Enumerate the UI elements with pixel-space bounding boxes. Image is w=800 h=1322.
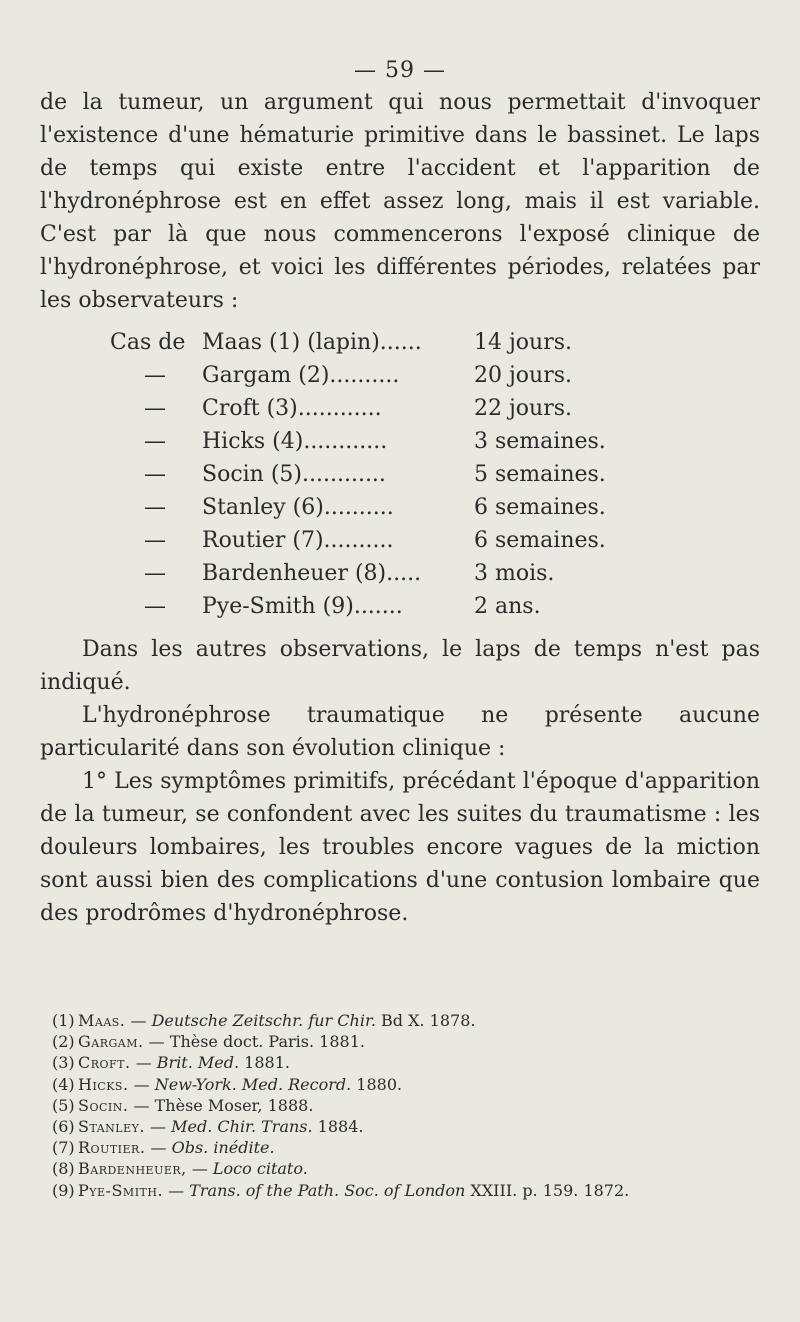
footnote: [52, 1180, 772, 1201]
case-prefix: —: [144, 363, 166, 388]
footnote-separator: —: [130, 1053, 157, 1073]
footnote-source: Deutsche Zeitschr. fur Chir.: [151, 1011, 376, 1030]
case-duration: 3 mois.: [474, 561, 555, 586]
footnote-number: (1): [52, 1011, 75, 1030]
case-row: [40, 594, 760, 627]
footnote-author: Bardenheuer,: [78, 1159, 187, 1179]
case-prefix: Cas de: [110, 330, 186, 355]
case-row: [40, 462, 760, 495]
footnote-author: Routier.: [78, 1138, 146, 1158]
case-duration: 5 semaines.: [474, 462, 606, 487]
case-prefix: —: [144, 396, 166, 421]
footnote-separator: —: [144, 1117, 172, 1137]
case-name: Pye-Smith (9).......: [202, 594, 403, 619]
footnote-number: (7): [52, 1138, 75, 1158]
case-prefix: —: [144, 462, 166, 487]
footnote-detail: Thèse doct. Paris. 1881.: [169, 1032, 365, 1052]
paragraph-other-observations: Dans les autres observations, le laps de temps n'est pas indiqué.: [40, 637, 760, 695]
footnote-detail: 1880.: [351, 1074, 403, 1094]
footnote-source: Trans. of the Path. Soc. of London: [189, 1180, 466, 1200]
footnote-separator: —: [128, 1074, 155, 1094]
footnote-number: (4): [52, 1074, 75, 1094]
footnote: [52, 1158, 772, 1179]
footnote-number: (2): [52, 1032, 75, 1052]
case-name: Routier (7)..........: [202, 528, 394, 553]
footnote-detail: Bd X. 1878.: [375, 1011, 476, 1030]
footnote-separator: —: [163, 1180, 190, 1200]
paragraph-primitive-symptoms: 1° Les symptômes primitifs, précédant l'époque d'apparition de la tumeur, se confondent avec les suites du traumatisme : les douleurs lombaires, les troubles encore vagues de la miction sont aussi bien des complications d'une contusion lombaire que des prodrômes d'hydronéphrose.: [40, 769, 760, 926]
footnote-number: (6): [52, 1117, 75, 1137]
case-row: [40, 495, 760, 528]
case-prefix: —: [144, 528, 166, 553]
footnote-author: Hicks.: [78, 1074, 129, 1094]
page-number: — 59 —: [354, 58, 446, 83]
case-duration: 14 jours.: [474, 330, 573, 355]
case-prefix: —: [144, 429, 166, 454]
footnote-author: Pye-Smith.: [78, 1180, 164, 1200]
case-duration: 3 semaines.: [474, 429, 606, 454]
case-row: [40, 330, 760, 363]
case-prefix: —: [144, 594, 166, 619]
case-name: Stanley (6)..........: [202, 495, 394, 520]
case-row: [40, 561, 760, 594]
footnote: [52, 1116, 772, 1137]
footnote-source: New-York. Med. Record.: [154, 1074, 352, 1094]
footnote: [52, 1031, 772, 1052]
footnote: [52, 1010, 772, 1031]
case-row: [40, 429, 760, 462]
case-name: Maas (1) (lapin)......: [202, 330, 422, 355]
case-duration: 2 ans.: [474, 594, 541, 619]
footnotes: [52, 1010, 772, 1201]
footnote-number: (5): [52, 1095, 75, 1115]
case-name: Socin (5)............: [202, 462, 386, 487]
footnote-author: Croft.: [78, 1053, 131, 1073]
case-row: [40, 363, 760, 396]
footnote-author: Stanley.: [78, 1117, 145, 1137]
footnote-source: Brit. Med.: [156, 1053, 240, 1073]
case-row: [40, 528, 760, 561]
footnote: [52, 1137, 772, 1158]
footnote-detail: XXIII. p. 159. 1872.: [465, 1180, 630, 1200]
footnote-separator: —: [145, 1138, 172, 1158]
footnote-number: (3): [52, 1053, 75, 1073]
footnote-source: Med. Chir. Trans.: [171, 1117, 313, 1137]
case-prefix: —: [144, 495, 166, 520]
case-list: [40, 330, 760, 627]
case-duration: 6 semaines.: [474, 495, 606, 520]
footnote-author: Socin.: [78, 1095, 129, 1115]
case-duration: 20 jours.: [474, 363, 573, 388]
case-name: Croft (3)............: [202, 396, 382, 421]
case-row: [40, 396, 760, 429]
footnote-author: Maas.: [78, 1011, 126, 1030]
case-duration: 6 semaines.: [474, 528, 606, 553]
footnote: [52, 1052, 772, 1073]
paragraph-intro: de la tumeur, un argument qui nous permettait d'invoquer l'existence d'une hématurie primitive dans le bassinet. Le laps de temps qui existe entre l'accident et l'apparition de l'hydronéphrose est en effet assez long, mais il est variable. C'est par là que nous commencerons l'exposé clinique de l'hydronéphrose, et voici les différentes périodes, relatées par les observateurs :: [40, 90, 760, 313]
case-duration: 22 jours.: [474, 396, 573, 421]
footnote-number: (8): [52, 1159, 75, 1179]
footnote-number: (9): [52, 1180, 75, 1200]
case-name: Bardenheuer (8).....: [202, 561, 422, 586]
footnote-detail: Thèse Moser, 1888.: [154, 1095, 314, 1115]
paragraph-clinical-evolution: L'hydronéphrose traumatique ne présente aucune particularité dans son évolution clinique :: [40, 703, 760, 761]
case-name: Gargam (2)..........: [202, 363, 400, 388]
case-name: Hicks (4)............: [202, 429, 388, 454]
footnote-separator: —: [128, 1095, 155, 1115]
footnote: [52, 1074, 772, 1095]
footnote-source: Obs. inédite.: [171, 1138, 275, 1158]
footnote: [52, 1095, 772, 1116]
footnote-detail: 1884.: [312, 1117, 364, 1137]
footnote-author: Gargam.: [78, 1032, 144, 1052]
footnote-detail: 1881.: [239, 1053, 290, 1073]
footnote-separator: —: [143, 1032, 170, 1052]
footnote-separator: —: [125, 1011, 152, 1030]
footnote-separator: —: [186, 1159, 213, 1179]
case-prefix: —: [144, 561, 166, 586]
footnote-source: Loco citato.: [212, 1159, 308, 1179]
